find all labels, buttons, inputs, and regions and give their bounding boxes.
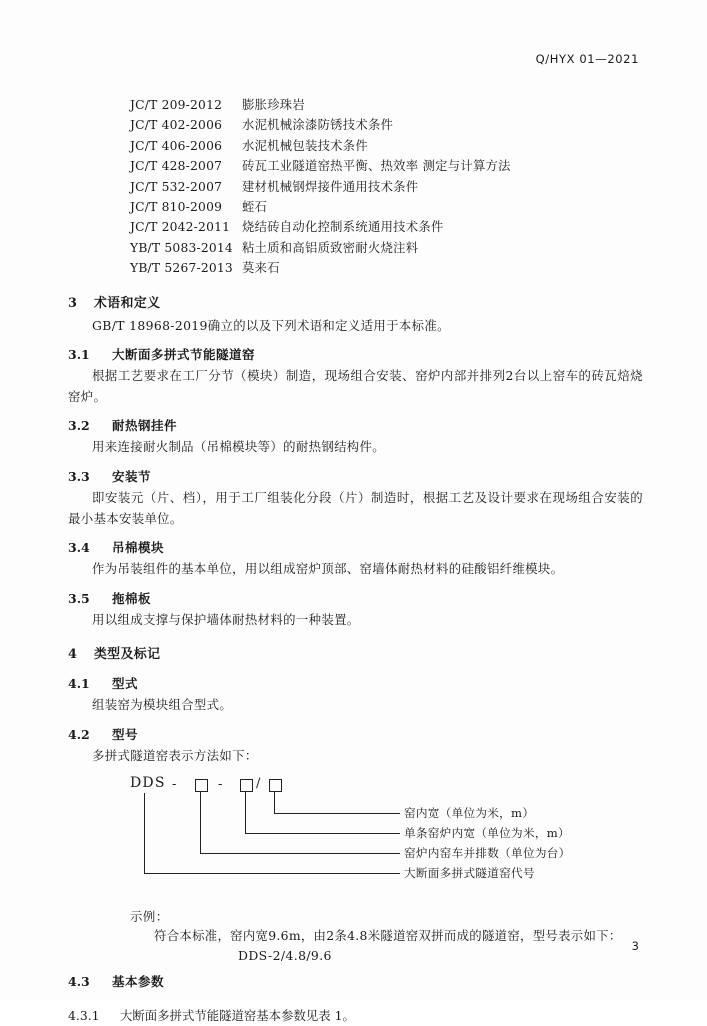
- list-item: [130, 197, 643, 217]
- example-label: 示例：: [130, 908, 169, 924]
- subsection-title: 基本参数: [112, 974, 165, 990]
- subsection-number: 4.1: [68, 676, 90, 692]
- section-heading-3: [68, 294, 643, 314]
- subsection-heading-3-4: [68, 538, 643, 558]
- subsection-heading-4-2: [68, 725, 643, 745]
- clause-text: 大断面多拼式节能隧道窑基本参数见表 1。: [120, 1008, 355, 1024]
- standard-code: JC/T 428-2007: [130, 159, 223, 174]
- model-slash: /: [256, 775, 261, 791]
- leader-line-vertical-3: [200, 791, 201, 853]
- subsection-title: 大断面多拼式节能隧道窑: [112, 347, 256, 363]
- list-item: [130, 238, 643, 258]
- section-title: 类型及标记: [94, 647, 161, 663]
- section-number: 4: [68, 647, 77, 663]
- subsection-number: 4.3: [68, 974, 90, 990]
- subsection-number: 3.4: [68, 540, 90, 556]
- list-item: [130, 115, 643, 135]
- model-designation-diagram: [130, 775, 643, 891]
- subsection-title: 耐热钢挂件: [112, 418, 178, 434]
- model-dash-2: -: [218, 776, 223, 792]
- subsection-3-5-text: 用以组成支撑与保护墙体耐热材料的一种装置。: [92, 611, 360, 627]
- standard-code: JC/T 406-2006: [130, 138, 223, 153]
- standard-title: 粘土质和高铝质致密耐火烧注料: [242, 240, 419, 255]
- subsection-title: 型号: [112, 727, 139, 742]
- legend-label-3: 窑炉内窑车并排数（单位为台）: [404, 845, 571, 860]
- standard-title: 膨胀珍珠岩: [242, 98, 305, 112]
- leader-line-horizontal-1: [274, 813, 400, 814]
- standard-code: JC/T 810-2009: [130, 200, 223, 215]
- subsection-3-3-text: 即安装元（片、档），用于工厂组装化分段（片）制造时，根据工艺及设计要求在现场组合安装的最小基本安装单位。: [68, 490, 643, 526]
- list-item: [130, 136, 643, 156]
- leader-line-horizontal-4: [144, 873, 400, 874]
- subsection-heading-3-5: [68, 589, 643, 609]
- subsection-3-4-text: 作为吊装组件的基本单位，用以组成窑炉顶部、窑墙体耐热材料的硅酸铝纤维模块。: [92, 561, 564, 577]
- standard-title: 水泥机械包装技术条件: [242, 138, 368, 153]
- model-placeholder-box-3: [269, 779, 282, 792]
- subsection-heading-4-3: [68, 972, 643, 992]
- leader-line-vertical-2: [245, 791, 246, 833]
- section-number: 3: [68, 295, 77, 311]
- subsection-heading-3-2: [68, 416, 643, 436]
- list-item: [130, 258, 643, 278]
- standard-code: YB/T 5083-2014: [130, 240, 233, 255]
- page-content: [68, 95, 643, 1026]
- standard-title: 砖瓦工业隧道窑热平衡、热效率 测定与计算方法: [242, 159, 511, 174]
- model-placeholder-box-2: [240, 779, 253, 792]
- leader-line-vertical-1: [274, 791, 275, 813]
- standard-title: 建材机械钢焊接件通用技术条件: [242, 179, 419, 194]
- list-item: [130, 177, 643, 197]
- model-placeholder-box-1: [195, 779, 208, 792]
- standard-title: 蛭石: [242, 200, 268, 215]
- subsection-number: 3.3: [68, 469, 90, 485]
- clause-4-3-1: [68, 1006, 643, 1026]
- subsection-title: 拖棉板: [112, 590, 152, 606]
- subsection-number: 3.5: [68, 590, 90, 606]
- example-text: 符合本标准，窑内宽9.6m，由2条4.8米隧道窑双拼而成的隧道窑，型号表示如下：: [154, 927, 622, 943]
- subsection-title: 型式: [112, 676, 139, 692]
- standard-title: 莫来石: [242, 261, 280, 276]
- legend-label-2: 单条窑炉内宽（单位为米，m）: [404, 825, 570, 840]
- subsection-title: 吊棉模块: [112, 540, 165, 556]
- example-code: DDS-2/4.8/9.6: [238, 948, 332, 964]
- subsection-title: 安装节: [112, 469, 152, 485]
- section3-intro: GB/T 18968-2019确立的以及下列术语和定义适用于本标准。: [92, 317, 450, 333]
- subsection-heading-4-1: [68, 674, 643, 694]
- legend-label-4: 大断面多拼式隧道窑代号: [404, 865, 535, 880]
- section-heading-4: [68, 645, 643, 665]
- list-item: [130, 217, 643, 237]
- subsection-3-2-text: 用来连接耐火制品（吊棉模块等）的耐热钢结构件。: [92, 439, 386, 455]
- standard-code: JC/T 2042-2011: [130, 220, 231, 235]
- page-number: 3: [631, 939, 639, 953]
- list-item: [130, 95, 643, 115]
- subsection-4-2-text: 多拼式隧道窑表示方法如下：: [92, 748, 258, 763]
- legend-label-1: 窑内宽（单位为米，m）: [404, 805, 535, 820]
- standard-code: YB/T 5267-2013: [130, 261, 233, 276]
- standard-title: 烧结砖自动化控制系统通用技术条件: [242, 220, 444, 235]
- section-title: 术语和定义: [94, 295, 161, 311]
- subsection-heading-3-3: [68, 467, 643, 487]
- subsection-heading-3-1: [68, 345, 643, 365]
- clause-number: 4.3.1: [68, 1008, 100, 1024]
- standard-code: JC/T 209-2012: [130, 98, 223, 112]
- subsection-3-1-text: 根据工艺要求在工厂分节（模块）制造，现场组合安装、窑炉内部并排列2台以上窑车的砖瓦焙烧窑炉。: [68, 368, 643, 404]
- standard-title: 水泥机械涂漆防锈技术条件: [242, 118, 394, 133]
- standard-code: JC/T 532-2007: [130, 179, 223, 194]
- subsection-number: 3.2: [68, 418, 90, 434]
- model-dash-1: -: [172, 776, 177, 792]
- subsection-number: 3.1: [68, 347, 90, 363]
- subsection-4-1-text: 组装窑为模块组合型式。: [92, 697, 233, 713]
- subsection-number: 4.2: [68, 727, 90, 742]
- standards-list: [68, 95, 643, 279]
- list-item: [130, 156, 643, 176]
- page-header: Q/HYX 01—2021: [535, 52, 639, 66]
- standard-code: JC/T 402-2006: [130, 118, 223, 133]
- leader-line-vertical-4: [144, 793, 145, 873]
- leader-line-horizontal-2: [245, 833, 400, 834]
- leader-line-horizontal-3: [200, 853, 400, 854]
- model-prefix: DDS: [130, 774, 166, 791]
- example-block: [130, 907, 643, 964]
